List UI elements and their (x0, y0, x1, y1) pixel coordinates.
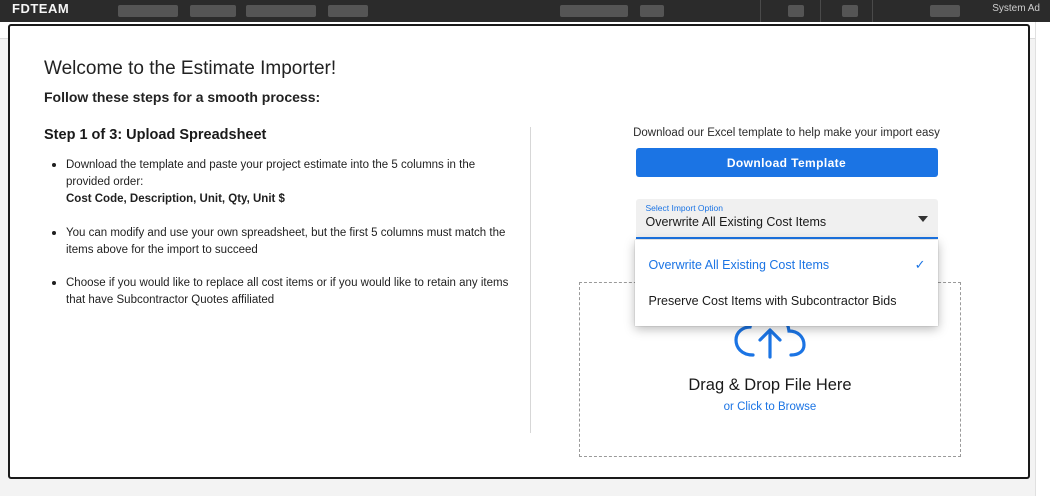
instructions-panel (44, 127, 531, 433)
instruction-text: Choose if you would like to replace all cost items or if you would like to retain any items that have Subcontractor Quotes affiliated (66, 277, 509, 307)
modal-columns (44, 127, 994, 433)
topbar-placeholder-6 (640, 5, 664, 17)
topbar-placeholder-1 (118, 5, 178, 17)
instruction-emphasis: Cost Code, Description, Unit, Qty, Unit $ (66, 193, 285, 206)
dropzone-title: Drag & Drop File Here (688, 376, 852, 394)
instruction-text: Download the template and paste your project estimate into the 5 columns in the provided order: (66, 159, 476, 188)
page-title: Welcome to the Estimate Importer! (44, 58, 337, 79)
page-subtitle: Follow these steps for a smooth process: (44, 89, 321, 105)
app-logo: FDTEAM (12, 1, 70, 16)
list-item (64, 275, 512, 308)
import-option-dropdown-menu (635, 240, 938, 326)
estimate-importer-modal (8, 24, 1030, 479)
download-caption: Download our Excel template to help make your import easy (633, 127, 940, 139)
application-right-rail (1035, 22, 1050, 496)
topbar-placeholder-2 (190, 5, 236, 17)
import-option-select-label: Select Import Option (645, 203, 723, 213)
upload-panel (531, 127, 994, 433)
list-item (64, 157, 512, 208)
import-option-select-value: Overwrite All Existing Cost Items (645, 215, 827, 229)
instruction-list (44, 157, 512, 309)
topbar-placeholder-8 (842, 5, 858, 17)
check-icon: ✓ (914, 257, 926, 272)
application-top-bar (0, 0, 1050, 22)
dropdown-option-preserve[interactable] (635, 283, 938, 319)
topbar-placeholder-7 (788, 5, 804, 17)
topbar-divider-1 (760, 0, 761, 22)
topbar-placeholder-9 (930, 5, 960, 17)
step-title: Step 1 of 3: Upload Spreadsheet (44, 127, 267, 143)
topbar-divider-2 (820, 0, 821, 22)
topbar-placeholder-3 (246, 5, 316, 17)
instruction-text: You can modify and use your own spreadsheet, but the first 5 columns must match the items above for the import to succeed (66, 227, 506, 256)
import-option-select[interactable] (636, 199, 938, 239)
dropdown-option-label: Overwrite All Existing Cost Items (648, 258, 830, 272)
topbar-placeholder-4 (328, 5, 368, 17)
browse-files-link[interactable]: or Click to Browse (723, 401, 817, 413)
chevron-down-icon[interactable] (918, 216, 928, 222)
topbar-placeholder-5 (560, 5, 628, 17)
import-option-select-wrapper (636, 199, 938, 308)
topbar-divider-3 (872, 0, 873, 22)
system-admin-label: System Ad (992, 3, 1040, 14)
dropdown-option-overwrite[interactable] (635, 247, 938, 283)
modal-content (10, 26, 1028, 477)
dropdown-option-label: Preserve Cost Items with Subcontractor Bids (648, 294, 897, 308)
download-template-button[interactable]: Download Template (636, 148, 938, 177)
list-item (64, 225, 512, 258)
